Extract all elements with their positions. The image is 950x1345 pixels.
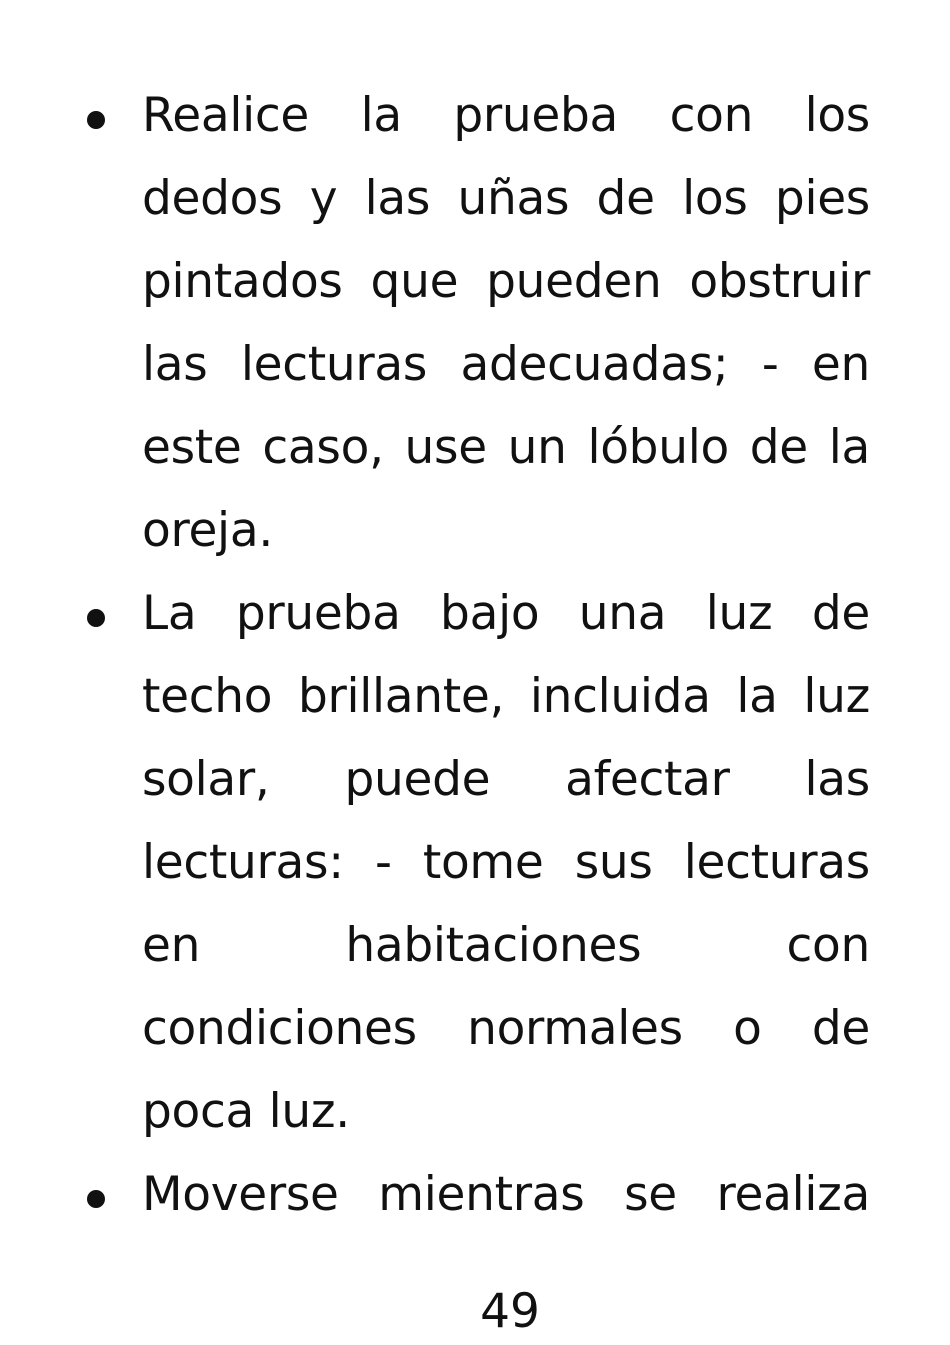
list-item-text: Moverse mientras se realiza [142, 1167, 870, 1222]
bullet-list [80, 74, 870, 1236]
list-item-text: La prueba bajo una luz de techo brillante, incluida la luz solar, puede afectar las lecturas: - tome sus lecturas en habitaciones con condiciones normales o de poca luz. [142, 586, 870, 1139]
bullet-icon [87, 609, 105, 627]
page-number: 49 [480, 1284, 540, 1339]
list-item [80, 1153, 870, 1236]
bullet-icon [87, 1190, 105, 1208]
list-item [80, 572, 870, 1153]
list-item [80, 74, 870, 572]
bullet-icon [87, 111, 105, 129]
list-item-text: Realice la prueba con los dedos y las uñas de los pies pintados que pueden obstruir las lecturas adecuadas; - en este caso, use un lóbulo de la oreja. [142, 88, 870, 558]
